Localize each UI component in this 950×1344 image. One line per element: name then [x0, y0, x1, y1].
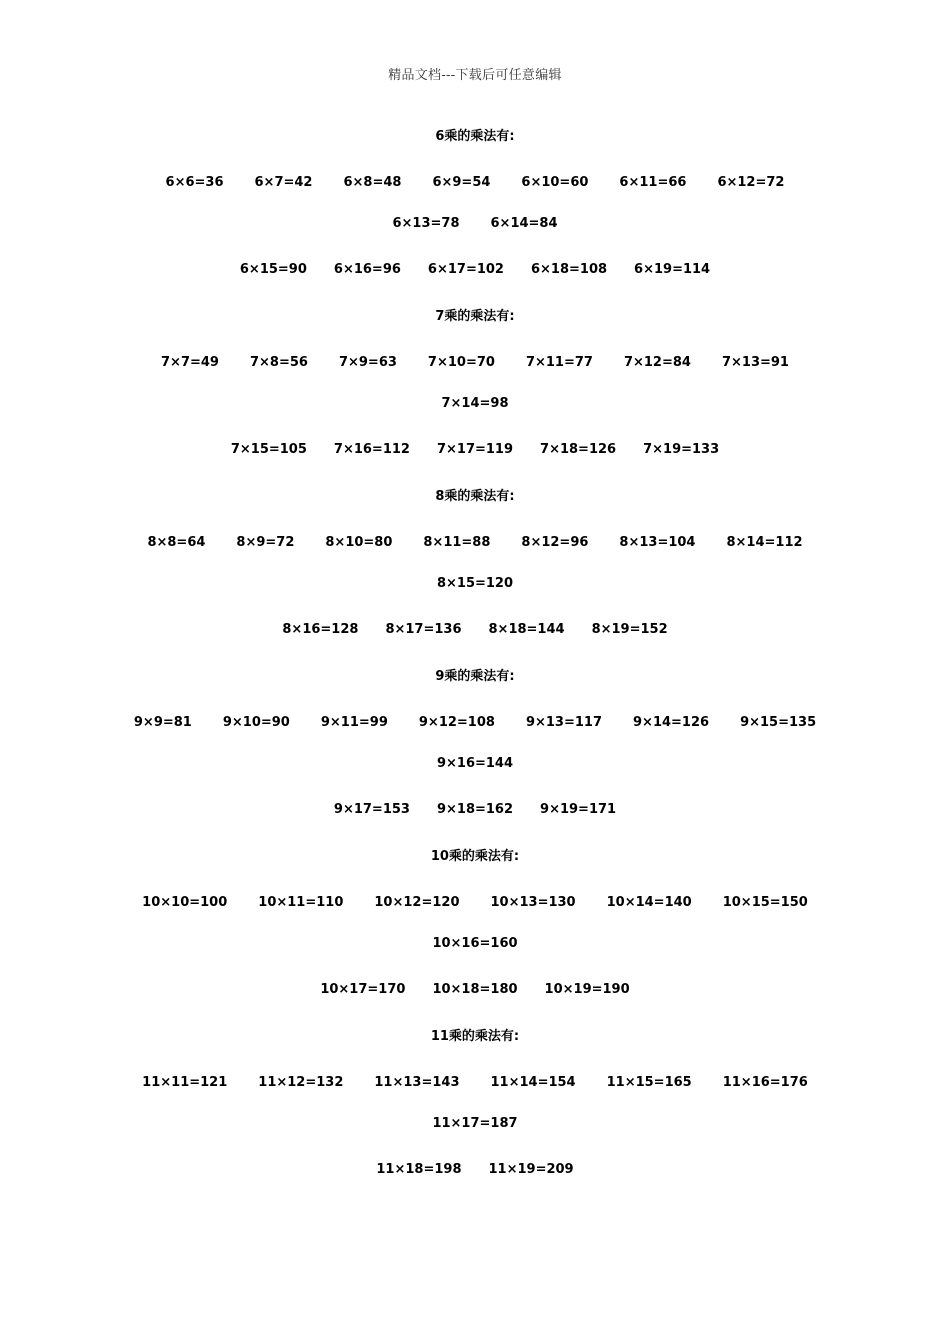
multiplication-fact: 11×16=176	[722, 1075, 808, 1090]
section-heading: 6乘的乘法有:	[435, 129, 515, 144]
multiplication-fact: 6×17=102	[427, 262, 504, 277]
fact-row	[0, 394, 950, 414]
multiplication-fact: 8×18=144	[488, 622, 565, 637]
fact-row	[0, 1073, 950, 1093]
multiplication-fact: 6×6=36	[165, 175, 224, 190]
multiplication-fact: 8×8=64	[147, 535, 206, 550]
multiplication-fact: 6×14=84	[490, 216, 558, 231]
fact-row	[0, 1160, 950, 1180]
multiplication-fact: 7×9=63	[338, 355, 397, 370]
multiplication-fact: 8×16=128	[282, 622, 359, 637]
multiplication-fact: 7×8=56	[249, 355, 308, 370]
multiplication-fact: 7×12=84	[623, 355, 691, 370]
multiplication-fact: 10×16=160	[432, 936, 518, 951]
multiplication-fact: 9×14=126	[633, 715, 710, 730]
multiplication-fact: 7×11=77	[525, 355, 593, 370]
multiplication-fact: 9×9=81	[133, 715, 192, 730]
multiplication-fact: 11×19=209	[488, 1162, 574, 1177]
multiplication-fact: 11×12=132	[258, 1075, 344, 1090]
multiplication-fact: 6×8=48	[343, 175, 402, 190]
multiplication-fact: 7×18=126	[540, 442, 617, 457]
section-heading: 11乘的乘法有:	[430, 1029, 520, 1044]
multiplication-fact: 8×15=120	[436, 576, 514, 591]
multiplication-fact: 10×11=110	[258, 895, 344, 910]
multiplication-fact: 11×11=121	[142, 1075, 228, 1090]
multiplication-fact: 7×16=112	[333, 442, 410, 457]
multiplication-fact: 11×14=154	[490, 1075, 576, 1090]
multiplication-fact: 8×11=88	[423, 535, 491, 550]
multiplication-fact: 10×13=130	[490, 895, 576, 910]
fact-row	[0, 980, 950, 1000]
multiplication-fact: 9×12=108	[418, 715, 495, 730]
multiplication-fact: 10×15=150	[722, 895, 808, 910]
multiplication-fact: 6×12=72	[717, 175, 785, 190]
fact-row	[0, 440, 950, 460]
multiplication-fact: 7×17=119	[436, 442, 514, 457]
multiplication-fact: 9×11=99	[320, 715, 388, 730]
fact-row	[0, 353, 950, 373]
fact-row	[0, 713, 950, 733]
section-heading: 10乘的乘法有:	[430, 849, 520, 864]
multiplication-fact: 11×18=198	[376, 1162, 462, 1177]
section-heading: 9乘的乘法有:	[435, 669, 515, 684]
multiplication-fact: 9×17=153	[333, 802, 410, 817]
multiplication-fact: 6×13=78	[392, 216, 460, 231]
multiplication-fact: 7×7=49	[161, 355, 219, 370]
fact-row	[0, 214, 950, 234]
multiplication-fact: 6×18=108	[530, 262, 608, 277]
multiplication-fact: 10×14=140	[606, 895, 692, 910]
fact-row	[0, 934, 950, 954]
multiplication-fact: 7×13=91	[721, 355, 789, 370]
multiplication-fact: 9×18=162	[436, 802, 514, 817]
multiplication-fact: 7×14=98	[441, 396, 509, 411]
fact-row	[0, 574, 950, 594]
multiplication-fact: 11×17=187	[432, 1116, 518, 1131]
multiplication-fact: 8×14=112	[726, 535, 803, 550]
fact-row	[0, 800, 950, 820]
fact-row	[0, 620, 950, 640]
fact-row	[0, 173, 950, 193]
multiplication-fact: 9×19=171	[540, 802, 617, 817]
multiplication-fact: 11×15=165	[606, 1075, 692, 1090]
fact-row	[0, 1114, 950, 1134]
multiplication-fact: 9×13=117	[525, 715, 602, 730]
multiplication-fact: 8×12=96	[521, 535, 589, 550]
multiplication-fact: 10×17=170	[320, 982, 406, 997]
multiplication-fact: 9×16=144	[436, 756, 514, 771]
multiplication-fact: 8×10=80	[325, 535, 393, 550]
multiplication-fact: 6×7=42	[254, 175, 313, 190]
section-heading: 8乘的乘法有:	[435, 489, 515, 504]
multiplication-fact: 6×19=114	[634, 262, 711, 277]
multiplication-fact: 10×18=180	[432, 982, 518, 997]
multiplication-fact: 8×13=104	[619, 535, 696, 550]
multiplication-fact: 10×12=120	[374, 895, 460, 910]
page-header: 精品文档---下载后可任意编辑	[388, 68, 562, 83]
multiplication-fact: 6×9=54	[432, 175, 491, 190]
multiplication-fact: 7×15=105	[230, 442, 307, 457]
multiplication-fact: 8×19=152	[591, 622, 668, 637]
multiplication-fact: 7×19=133	[643, 442, 720, 457]
fact-row	[0, 754, 950, 774]
multiplication-fact: 11×13=143	[374, 1075, 460, 1090]
fact-row	[0, 260, 950, 280]
fact-row	[0, 893, 950, 913]
multiplication-fact: 7×10=70	[427, 355, 495, 370]
multiplication-fact: 8×9=72	[236, 535, 295, 550]
multiplication-fact: 10×19=190	[544, 982, 630, 997]
multiplication-fact: 9×10=90	[222, 715, 290, 730]
multiplication-fact: 6×15=90	[239, 262, 307, 277]
fact-row	[0, 533, 950, 553]
multiplication-fact: 6×11=66	[619, 175, 687, 190]
section-heading: 7乘的乘法有:	[435, 309, 515, 324]
multiplication-fact: 10×10=100	[142, 895, 228, 910]
multiplication-fact: 9×15=135	[740, 715, 817, 730]
multiplication-fact: 8×17=136	[385, 622, 462, 637]
multiplication-fact: 6×10=60	[521, 175, 589, 190]
multiplication-fact: 6×16=96	[333, 262, 401, 277]
